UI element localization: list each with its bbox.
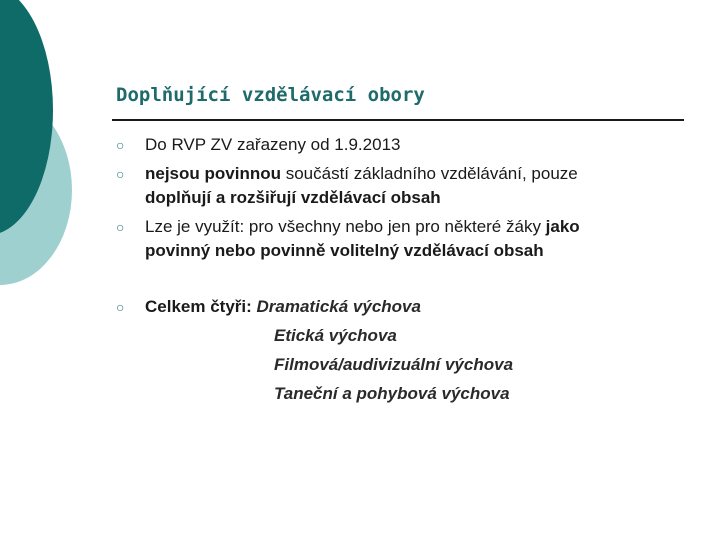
bullet-icon: ○ — [116, 299, 125, 315]
list-item-3-bold: jako — [545, 217, 580, 236]
subject-3: Filmová/audivizuální výchova — [274, 355, 514, 374]
bullet-icon: ○ — [116, 166, 125, 182]
list-item-2 — [145, 163, 578, 185]
subject-4: Taneční a pohybová výchova — [274, 384, 510, 403]
list-item-2-bold: nejsou povinnou — [145, 164, 281, 183]
bullet-icon: ○ — [116, 219, 125, 235]
subject-2: Etická výchova — [274, 326, 397, 345]
subject-1: Dramatická výchova — [256, 297, 421, 316]
list-item-3-text: Lze je využít: pro všechny nebo jen pro některé žáky — [145, 217, 546, 236]
decorative-circles — [0, 0, 100, 300]
title-divider — [112, 119, 684, 121]
list-item-4 — [145, 296, 421, 318]
list-item-2-continuation: doplňují a rozšiřují vzdělávací obsah — [145, 188, 441, 207]
list-item-2-text: součástí základního vzdělávání, pouze — [281, 164, 578, 183]
list-item-3 — [145, 216, 580, 238]
slide-title: Doplňující vzdělávací obory — [116, 84, 425, 106]
list-item-1: Do RVP ZV zařazeny od 1.9.2013 — [145, 135, 401, 154]
subjects-label: Celkem čtyři: — [145, 297, 252, 316]
list-item-3-continuation: povinný nebo povinně volitelný vzdělávací obsah — [145, 241, 544, 260]
bullet-icon: ○ — [116, 137, 125, 153]
